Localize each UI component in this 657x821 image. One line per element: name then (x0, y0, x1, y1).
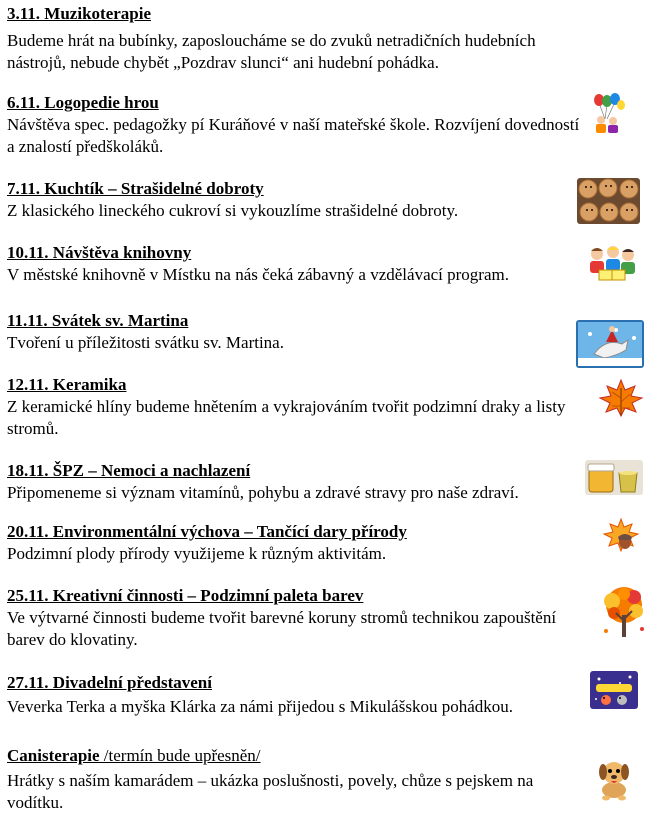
event-title: 20.11. Environmentální výchova – Tančící dary přírody (7, 522, 407, 541)
acorn-leaves-icon (601, 515, 641, 555)
st-martin-horse-icon (576, 320, 644, 368)
event-block (7, 4, 587, 74)
event-block (7, 461, 587, 504)
event-description: Návštěva spec. pedagožky pí Kuráňové v naší mateřské škole. Rozvíjení dovedností a znalostí předškoláků. (7, 115, 580, 156)
event-title: 3.11. Muzikoterapie (7, 4, 152, 23)
event-block (7, 746, 587, 814)
event-block (7, 243, 587, 286)
theatre-poster-icon (590, 671, 638, 709)
autumn-tree-icon (596, 585, 652, 639)
event-title: 6.11. Logopedie hrou (7, 93, 159, 112)
children-balloons-icon (585, 93, 629, 133)
event-title-main: Canisterapie (7, 746, 100, 765)
event-block (7, 93, 587, 158)
event-description: Tvoření u příležitosti svátku sv. Martina. (7, 333, 284, 352)
event-description: V městské knihovně v Místku na nás čeká zábavný a vzdělávací program. (7, 265, 509, 284)
event-block (7, 179, 587, 222)
event-block (7, 673, 587, 718)
event-description: Veverka Terka a myška Klárka za námi přijedou s Mikulášskou pohádkou. (7, 697, 513, 716)
event-description: Hrátky s naším kamarádem – ukázka poslušnosti, povely, chůze s pejskem na vodítku. (7, 771, 534, 812)
event-title-note: /termín bude upřesněn/ (99, 746, 261, 765)
cartoon-dog-icon (592, 757, 638, 801)
event-block (7, 311, 587, 354)
honey-tea-icon (585, 460, 643, 495)
event-title (7, 746, 587, 766)
event-description: Připomeneme si význam vitamínů, pohybu a zdravé stravy pro naše zdraví. (7, 483, 519, 502)
event-title: 10.11. Návštěva knihovny (7, 243, 192, 262)
event-title: 25.11. Kreativní činnosti – Podzimní paleta barev (7, 586, 364, 605)
event-description: Ve výtvarné činnosti budeme tvořit barevné koruny stromů technikou zapouštění barev do klovatiny. (7, 608, 557, 649)
event-description: Podzimní plody přírody využijeme k různým aktivitám. (7, 544, 387, 563)
event-block (7, 375, 587, 440)
event-block (7, 586, 587, 651)
event-description: Budeme hrát na bubínky, zaposloucháme se do zvuků netradičních hudebních nástrojů, nebude chybět „Pozdrav slunci“ ani hudební pohádka. (7, 31, 536, 72)
event-description: Z keramické hlíny budeme hnětením a vykrajováním tvořit podzimní draky a listy stromů. (7, 397, 566, 438)
event-title: 7.11. Kuchtík – Strašidelné dobroty (7, 179, 264, 198)
event-title: 18.11. ŠPZ – Nemoci a nachlazení (7, 461, 251, 480)
event-description: Z klasického lineckého cukroví si vykouzlíme strašidelné dobroty. (7, 201, 459, 220)
pumpkin-cookies-icon (577, 178, 640, 224)
event-title: 12.11. Keramika (7, 375, 127, 394)
children-reading-icon (585, 242, 640, 284)
event-block (7, 522, 587, 565)
autumn-leaf-icon (598, 378, 644, 418)
event-title: 11.11. Svátek sv. Martina (7, 311, 189, 330)
event-title: 27.11. Divadelní představení (7, 673, 212, 692)
